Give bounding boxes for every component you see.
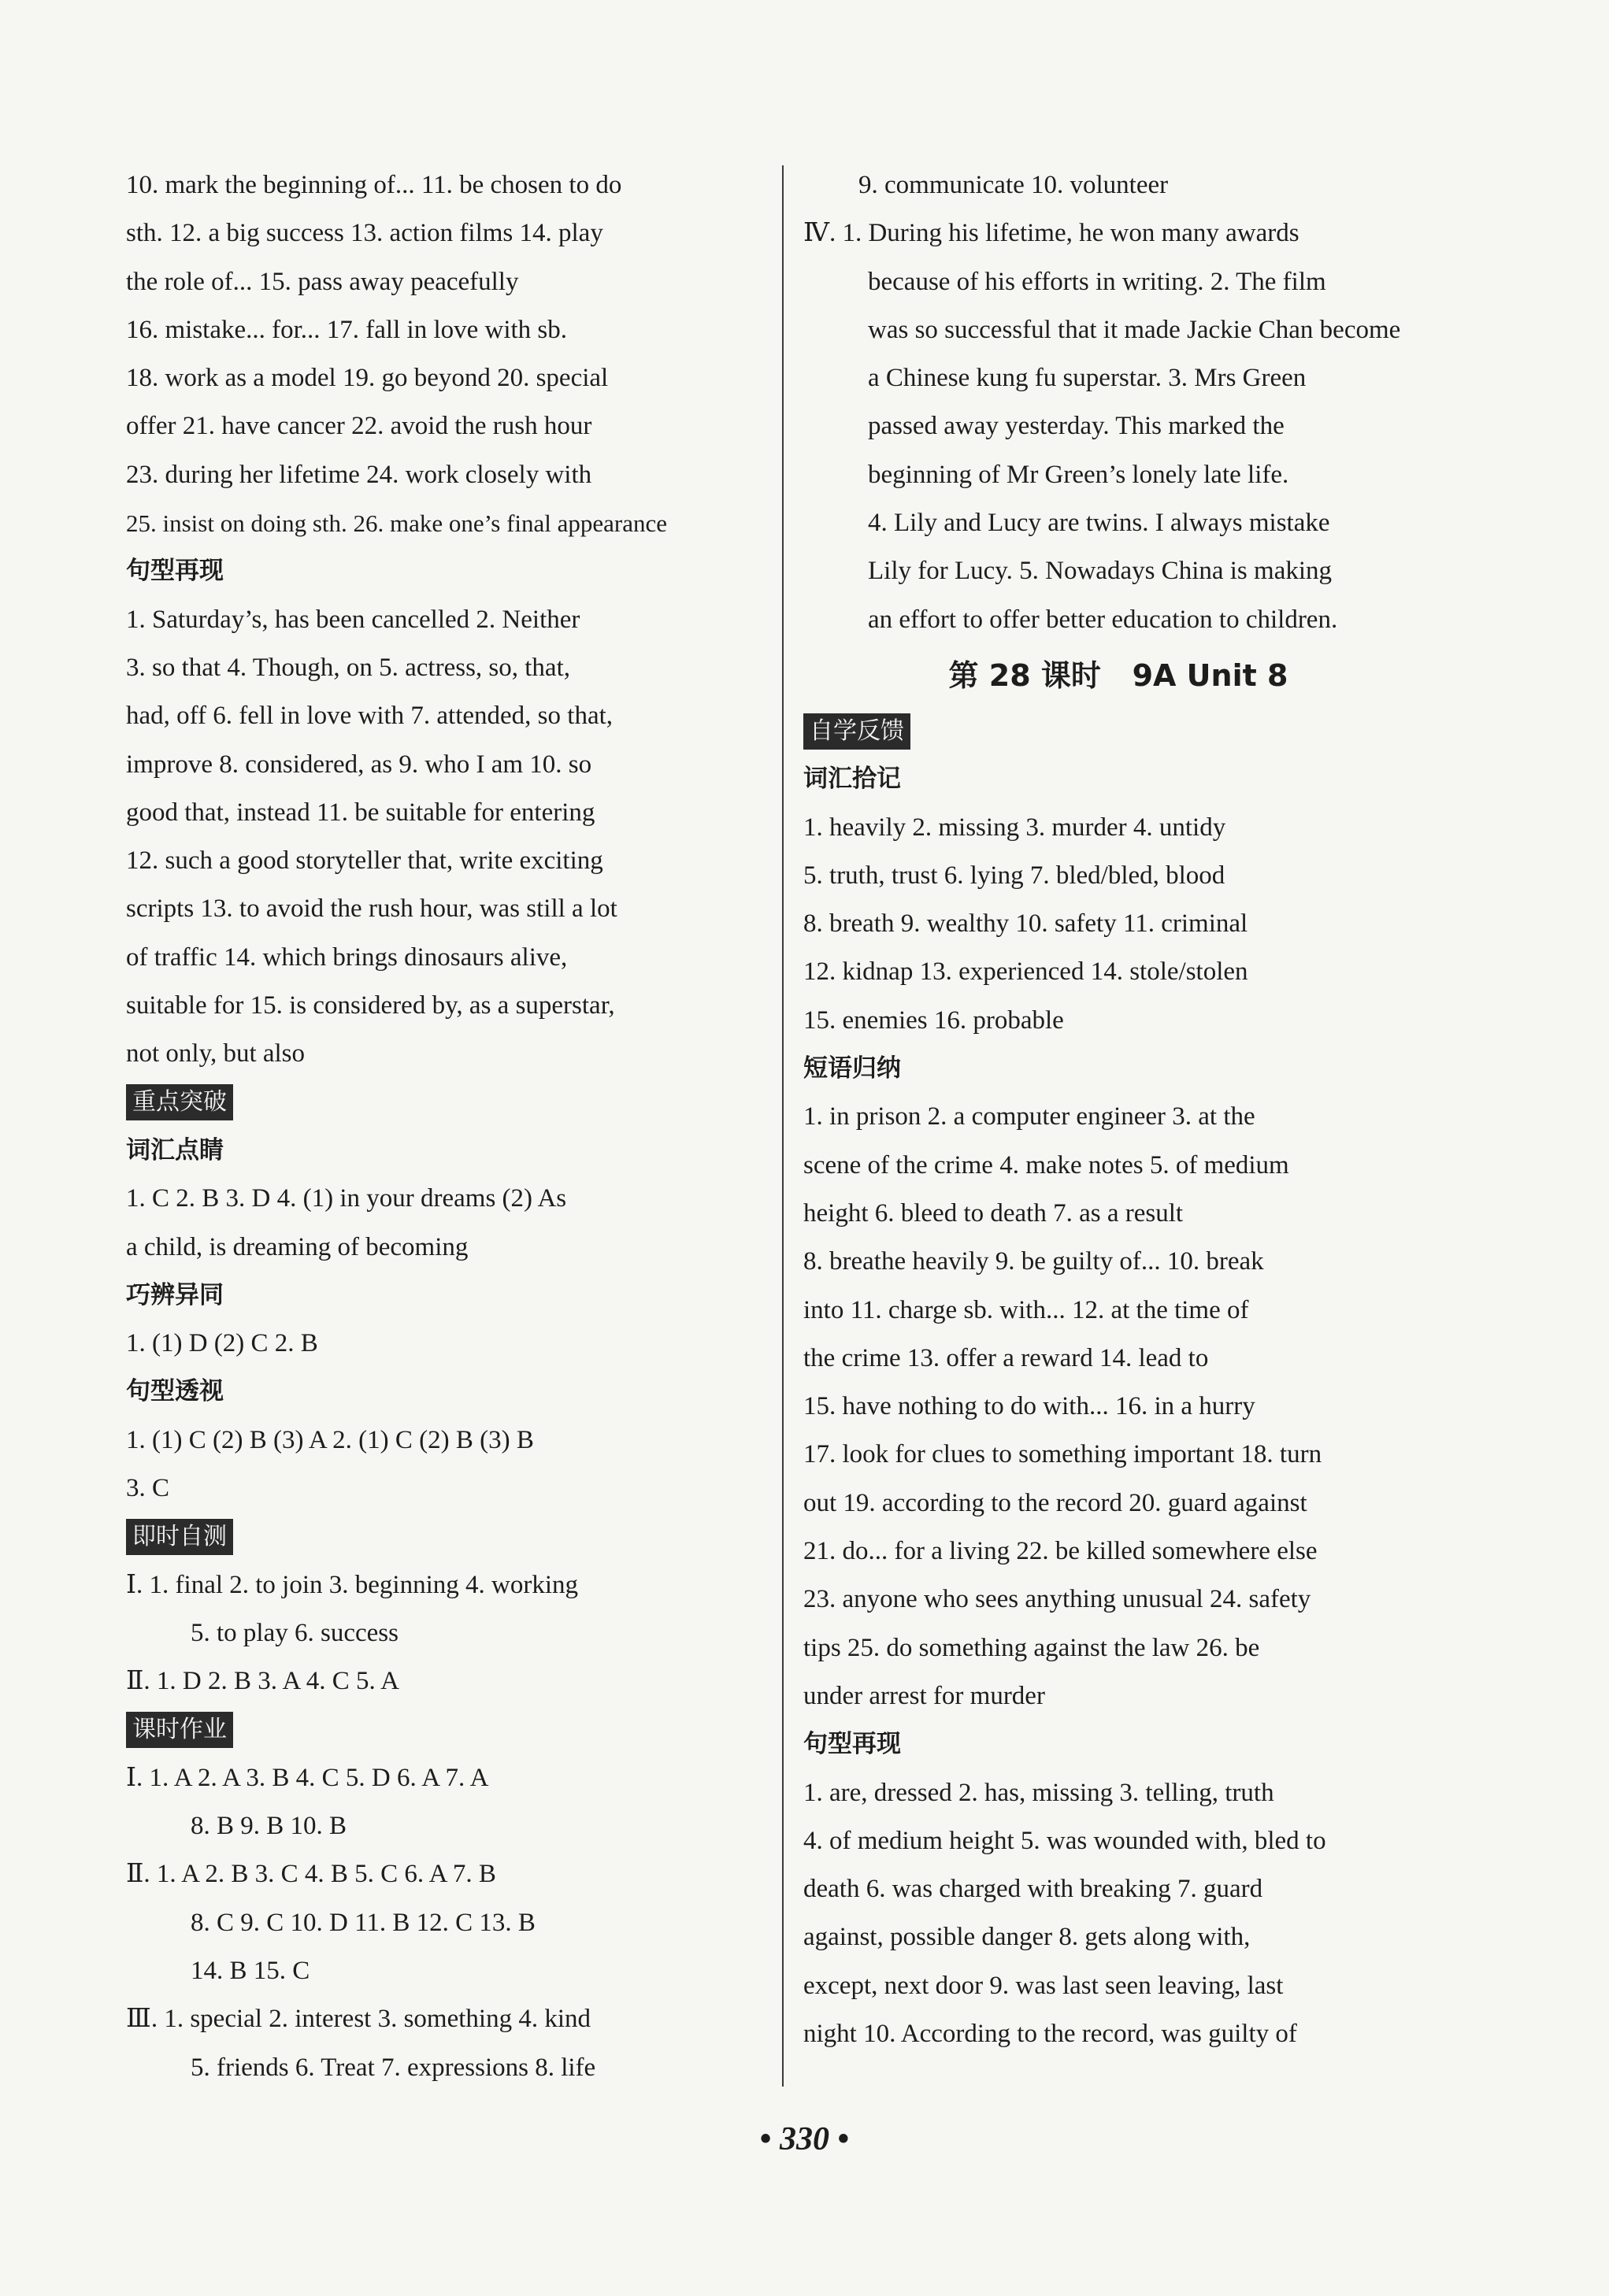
text-line: into 11. charge sb. with... 12. at the time of <box>803 1295 1249 1324</box>
section-heading: 词汇点睛 <box>126 1135 224 1165</box>
text-line: improve 8. considered, as 9. who I am 10. so <box>126 750 592 779</box>
text-line: death 6. was charged with breaking 7. guard <box>803 1875 1263 1904</box>
text-line: 18. work as a model 19. go beyond 20. special <box>126 364 609 393</box>
text-line: good that, instead 11. be suitable for entering <box>126 798 595 827</box>
text-line: 21. do... for a living 22. be killed somewhere else <box>803 1537 1318 1566</box>
text-line: 5. to play 6. success <box>191 1618 399 1647</box>
text-line: 1. heavily 2. missing 3. murder 4. untidy <box>803 813 1226 842</box>
section-heading: 词汇拾记 <box>803 765 901 794</box>
text-line: Ⅱ. 1. D 2. B 3. A 4. C 5. A <box>126 1667 399 1696</box>
sentence-block <box>126 596 756 1079</box>
section-tag: 即时自测 <box>126 1519 233 1555</box>
part-iv-block <box>803 209 1433 644</box>
text-line: 15. have nothing to do with... 16. in a hurry <box>803 1392 1255 1421</box>
section-heading: 短语归纳 <box>803 1054 901 1083</box>
text-line: 1. Saturday’s, has been cancelled 2. Neither <box>126 605 580 634</box>
text-line: 15. enemies 16. probable <box>803 1005 1064 1035</box>
section-heading: 句型透视 <box>126 1377 224 1406</box>
text-line: under arrest for murder <box>803 1681 1045 1710</box>
text-line: because of his efforts in writing. 2. The film <box>868 267 1326 296</box>
text-line: an effort to offer better education to children. <box>868 605 1338 634</box>
text-line: Ⅱ. 1. A 2. B 3. C 4. B 5. C 6. A 7. B <box>126 1860 496 1889</box>
text-line: the crime 13. offer a reward 14. lead to <box>803 1343 1209 1372</box>
section-tag: 重点突破 <box>126 1084 233 1120</box>
text-line: 1. are, dressed 2. has, missing 3. telling, truth <box>803 1778 1274 1807</box>
text-line: 4. Lily and Lucy are twins. I always mistake <box>868 509 1330 538</box>
text-line: 4. of medium height 5. was wounded with, bled to <box>803 1826 1326 1855</box>
text-line: Lily for Lucy. 5. Nowadays China is making <box>868 557 1333 586</box>
text-line: 8. breathe heavily 9. be guilty of... 10. break <box>803 1247 1264 1276</box>
text-line: except, next door 9. was last seen leaving, last <box>803 1971 1284 2000</box>
text-line: 12. kidnap 13. experienced 14. stole/stolen <box>803 957 1248 987</box>
text-line: 1. in prison 2. a computer engineer 3. at the <box>803 1102 1255 1131</box>
section-heading: 巧辨异同 <box>126 1280 224 1309</box>
text-line: scene of the crime 4. make notes 5. of medium <box>803 1150 1289 1179</box>
text-line: 5. truth, trust 6. lying 7. bled/bled, blood <box>803 861 1225 890</box>
text-line: scripts 13. to avoid the rush hour, was still a lot <box>126 894 617 924</box>
lesson-title: 第 28 课时 9A Unit 8 <box>948 657 1288 693</box>
text-line: 8. C 9. C 10. D 11. B 12. C 13. B <box>191 1908 536 1937</box>
text-line: 8. breath 9. wealthy 10. safety 11. criminal <box>803 909 1248 939</box>
text-line: 14. B 15. C <box>191 1956 310 1985</box>
text-line: sth. 12. a big success 13. action films 14. play <box>126 219 603 248</box>
text-line: Ⅰ. 1. final 2. to join 3. beginning 4. working <box>126 1570 578 1599</box>
text-line: a child, is dreaming of becoming <box>126 1232 469 1261</box>
section-heading: 句型再现 <box>803 1730 901 1759</box>
text-line: tips 25. do something against the law 26. be <box>803 1633 1260 1662</box>
text-line: of traffic 14. which brings dinosaurs alive, <box>126 942 568 972</box>
right-column <box>803 161 1433 2058</box>
text-line: 16. mistake... for... 17. fall in love with sb. <box>126 315 568 344</box>
text-line: beginning of Mr Green’s lonely late life. <box>868 460 1289 489</box>
text-line: 3. so that 4. Though, on 5. actress, so, that, <box>126 653 570 682</box>
text-line: Ⅰ. 1. A 2. A 3. B 4. C 5. D 6. A 7. A <box>126 1763 489 1792</box>
text-line: Ⅳ. 1. During his lifetime, he won many awards <box>803 219 1299 248</box>
text-line: not only, but also <box>126 1039 306 1068</box>
text-line: 17. look for clues to something important 18. turn <box>803 1440 1322 1469</box>
text-line: offer 21. have cancer 22. avoid the rush hour <box>126 412 592 441</box>
text-line: Ⅲ. 1. special 2. interest 3. something 4. kind <box>126 2005 591 2034</box>
section-heading: 句型再现 <box>126 557 224 586</box>
text-line: 1. (1) D (2) C 2. B <box>126 1329 318 1358</box>
text-line: against, possible danger 8. gets along with, <box>803 1923 1251 1952</box>
text-line: 1. (1) C (2) B (3) A 2. (1) C (2) B (3) B <box>126 1425 534 1454</box>
vocab-block <box>126 161 756 547</box>
text-line: suitable for 15. is considered by, as a superstar, <box>126 991 615 1020</box>
column-divider <box>782 165 784 2087</box>
text-line: 25. insist on doing sth. 26. make one’s final appearance <box>126 509 668 538</box>
left-column <box>126 161 756 2092</box>
text-line: 23. anyone who sees anything unusual 24. safety <box>803 1585 1311 1614</box>
text-line: had, off 6. fell in love with 7. attended, so that, <box>126 702 614 731</box>
section-tag: 自学反馈 <box>803 713 910 750</box>
text-line: 10. mark the beginning of... 11. be chosen to do <box>126 171 622 199</box>
text-line: was so successful that it made Jackie Chan become <box>868 315 1401 344</box>
text-line: 5. friends 6. Treat 7. expressions 8. life <box>191 2053 596 2082</box>
text-line: out 19. according to the record 20. guard against <box>803 1488 1307 1517</box>
text-line: night 10. According to the record, was guilty of <box>803 2019 1297 2048</box>
text-line: 9. communicate 10. volunteer <box>858 171 1169 199</box>
page-number-text: 330 <box>780 2121 829 2157</box>
text-line: 8. B 9. B 10. B <box>191 1812 347 1841</box>
page-number: • 330 • <box>759 2121 850 2157</box>
text-line: 1. C 2. B 3. D 4. (1) in your dreams (2) As <box>126 1184 567 1213</box>
text-line: the role of... 15. pass away peacefully <box>126 267 519 296</box>
text-line: 23. during her lifetime 24. work closely with <box>126 460 592 489</box>
text-line: height 6. bleed to death 7. as a result <box>803 1198 1184 1228</box>
text-line: passed away yesterday. This marked the <box>868 412 1285 441</box>
section-tag: 课时作业 <box>126 1712 233 1748</box>
text-line: 12. such a good storyteller that, write exciting <box>126 846 603 876</box>
text-line: 3. C <box>126 1474 170 1503</box>
text-line: a Chinese kung fu superstar. 3. Mrs Green <box>868 364 1307 393</box>
